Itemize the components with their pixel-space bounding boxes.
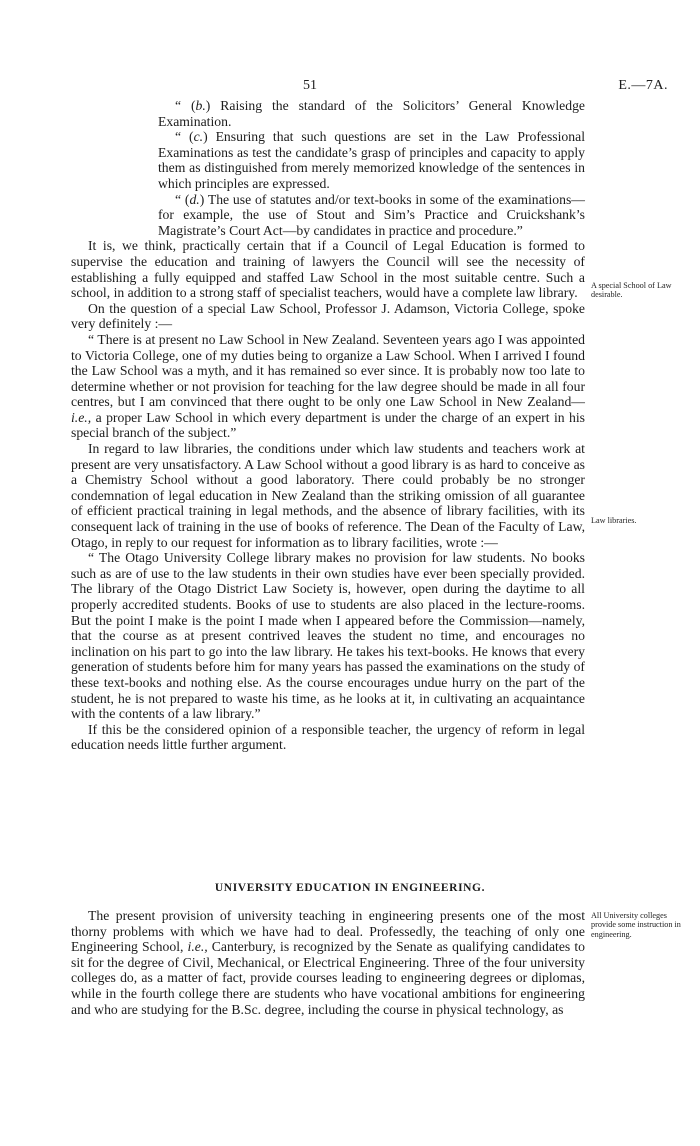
paragraph-adamson-intro: On the question of a special Law School, Professor J. Adamson, Victoria College, spoke very definitely :—	[71, 300, 585, 332]
document-reference: E.—7A.	[618, 78, 668, 93]
section-heading: UNIVERSITY EDUCATION IN ENGINEERING.	[214, 882, 486, 894]
margin-note-engineering: All University colleges provide some instruction in engineering.	[591, 911, 681, 939]
quote-b: “ (b.) Raising the standard of the Solicitors’ General Knowledge Examination.	[158, 98, 585, 129]
quote-c: “ (c.) Ensuring that such questions are set in the Law Professional Examinations as test the candidate’s grasp of principles and capacity to apply them as distinguished from merely memorized knowledge of the sentences in which principles are expressed.	[158, 129, 585, 191]
quote-d: “ (d.) The use of statutes and/or text-books in some of the examinations—for example, the use of Stout and Sim’s Practice and Cruickshank’s Magistrate’s Court Act—by candidates in practice and procedure.”	[158, 191, 585, 238]
paragraph-conclusion: If this be the considered opinion of a responsible teacher, the urgency of reform in legal education needs little further argument.	[71, 721, 585, 753]
page-number: 51	[303, 78, 317, 93]
main-text	[71, 98, 585, 753]
margin-note-law-school: A special School of Law desirable.	[591, 281, 672, 300]
margin-note-law-libraries: Law libraries.	[591, 516, 637, 525]
paragraph-law-libraries: In regard to law libraries, the conditions under which law students and teachers work at present are very unsatisfactory. A Law School without a good library is as hard to conceive as a Chemistry School without a good laboratory. There could probably be no stronger condemnation of legal education in New Zealand than the striking omission of all guarantee of efficient practical training in legal methods, and the absence of library facilities, with its consequent lack of training in the use of books of reference. The Dean of the Faculty of Law, Otago, in reply to our request for information as to library facilities, wrote :—	[71, 441, 585, 550]
paragraph-otago-quote: “ The Otago University College library makes no provision for law students. No books such as are of use to the law students in their own studies have ever been specially provided. The library of the Otago District Law Society is, however, open during the daytime to all properly accredited students. Books of use to students are also placed in the lecture-rooms. But the point I make is the point I made when I appeared before the Commission—namely, that the course as at present contrived leaves the student no time, and encourages no inclination on his part to go into the law library. He takes his text-books. He knows that every generation of students before him for many years has passed the examinations on the study of these text-books and nothing else. As the course encourages undue hurry on the part of the student, he is not prepared to waste his time, as he looks at it, in cultivating an acquaintance with the contents of a law library.”	[71, 550, 585, 722]
paragraph-adamson-quote: “ There is at present no Law School in New Zealand. Seventeen years ago I was appointed to Victoria College, one of my duties being to organize a Law School. When I arrived I found the Law School was a myth, and it has remained so ever since. It is probably now too late to determine whether or not provision for teaching for the law degree should be made in all four centres, but I am convinced that there ought to be only one Law School in New Zealand—i.e., a proper Law School in which every department is under the charge of an expert in his special branch of the subject.”	[71, 331, 585, 441]
paragraph-council: It is, we think, practically certain that if a Council of Legal Education is formed to supervise the education and training of lawyers the Council will see the necessity of establishing a fully equipped and staffed Law School in the most suitable centre. Such a school, in addition to a strong staff of specialist teachers, would have a complete law library.	[71, 238, 585, 301]
section-text	[71, 908, 585, 1017]
paragraph-engineering: The present provision of university teaching in engineering presents one of the most thorny problems with which we have had to deal. Professedly, the teaching of only one Engineering School, i.e., Canterbury, is recognized by the Senate as qualifying candidates to sit for the degree of Civil, Mechanical, or Electrical Engineering. Three of the four university colleges do, as a matter of fact, provide courses leading to engineering degrees or diplomas, while in the fourth college there are students who have vocational ambitions for engineering and who are studying for the B.Sc. degree, including the course in physical technology, as	[71, 908, 585, 1017]
